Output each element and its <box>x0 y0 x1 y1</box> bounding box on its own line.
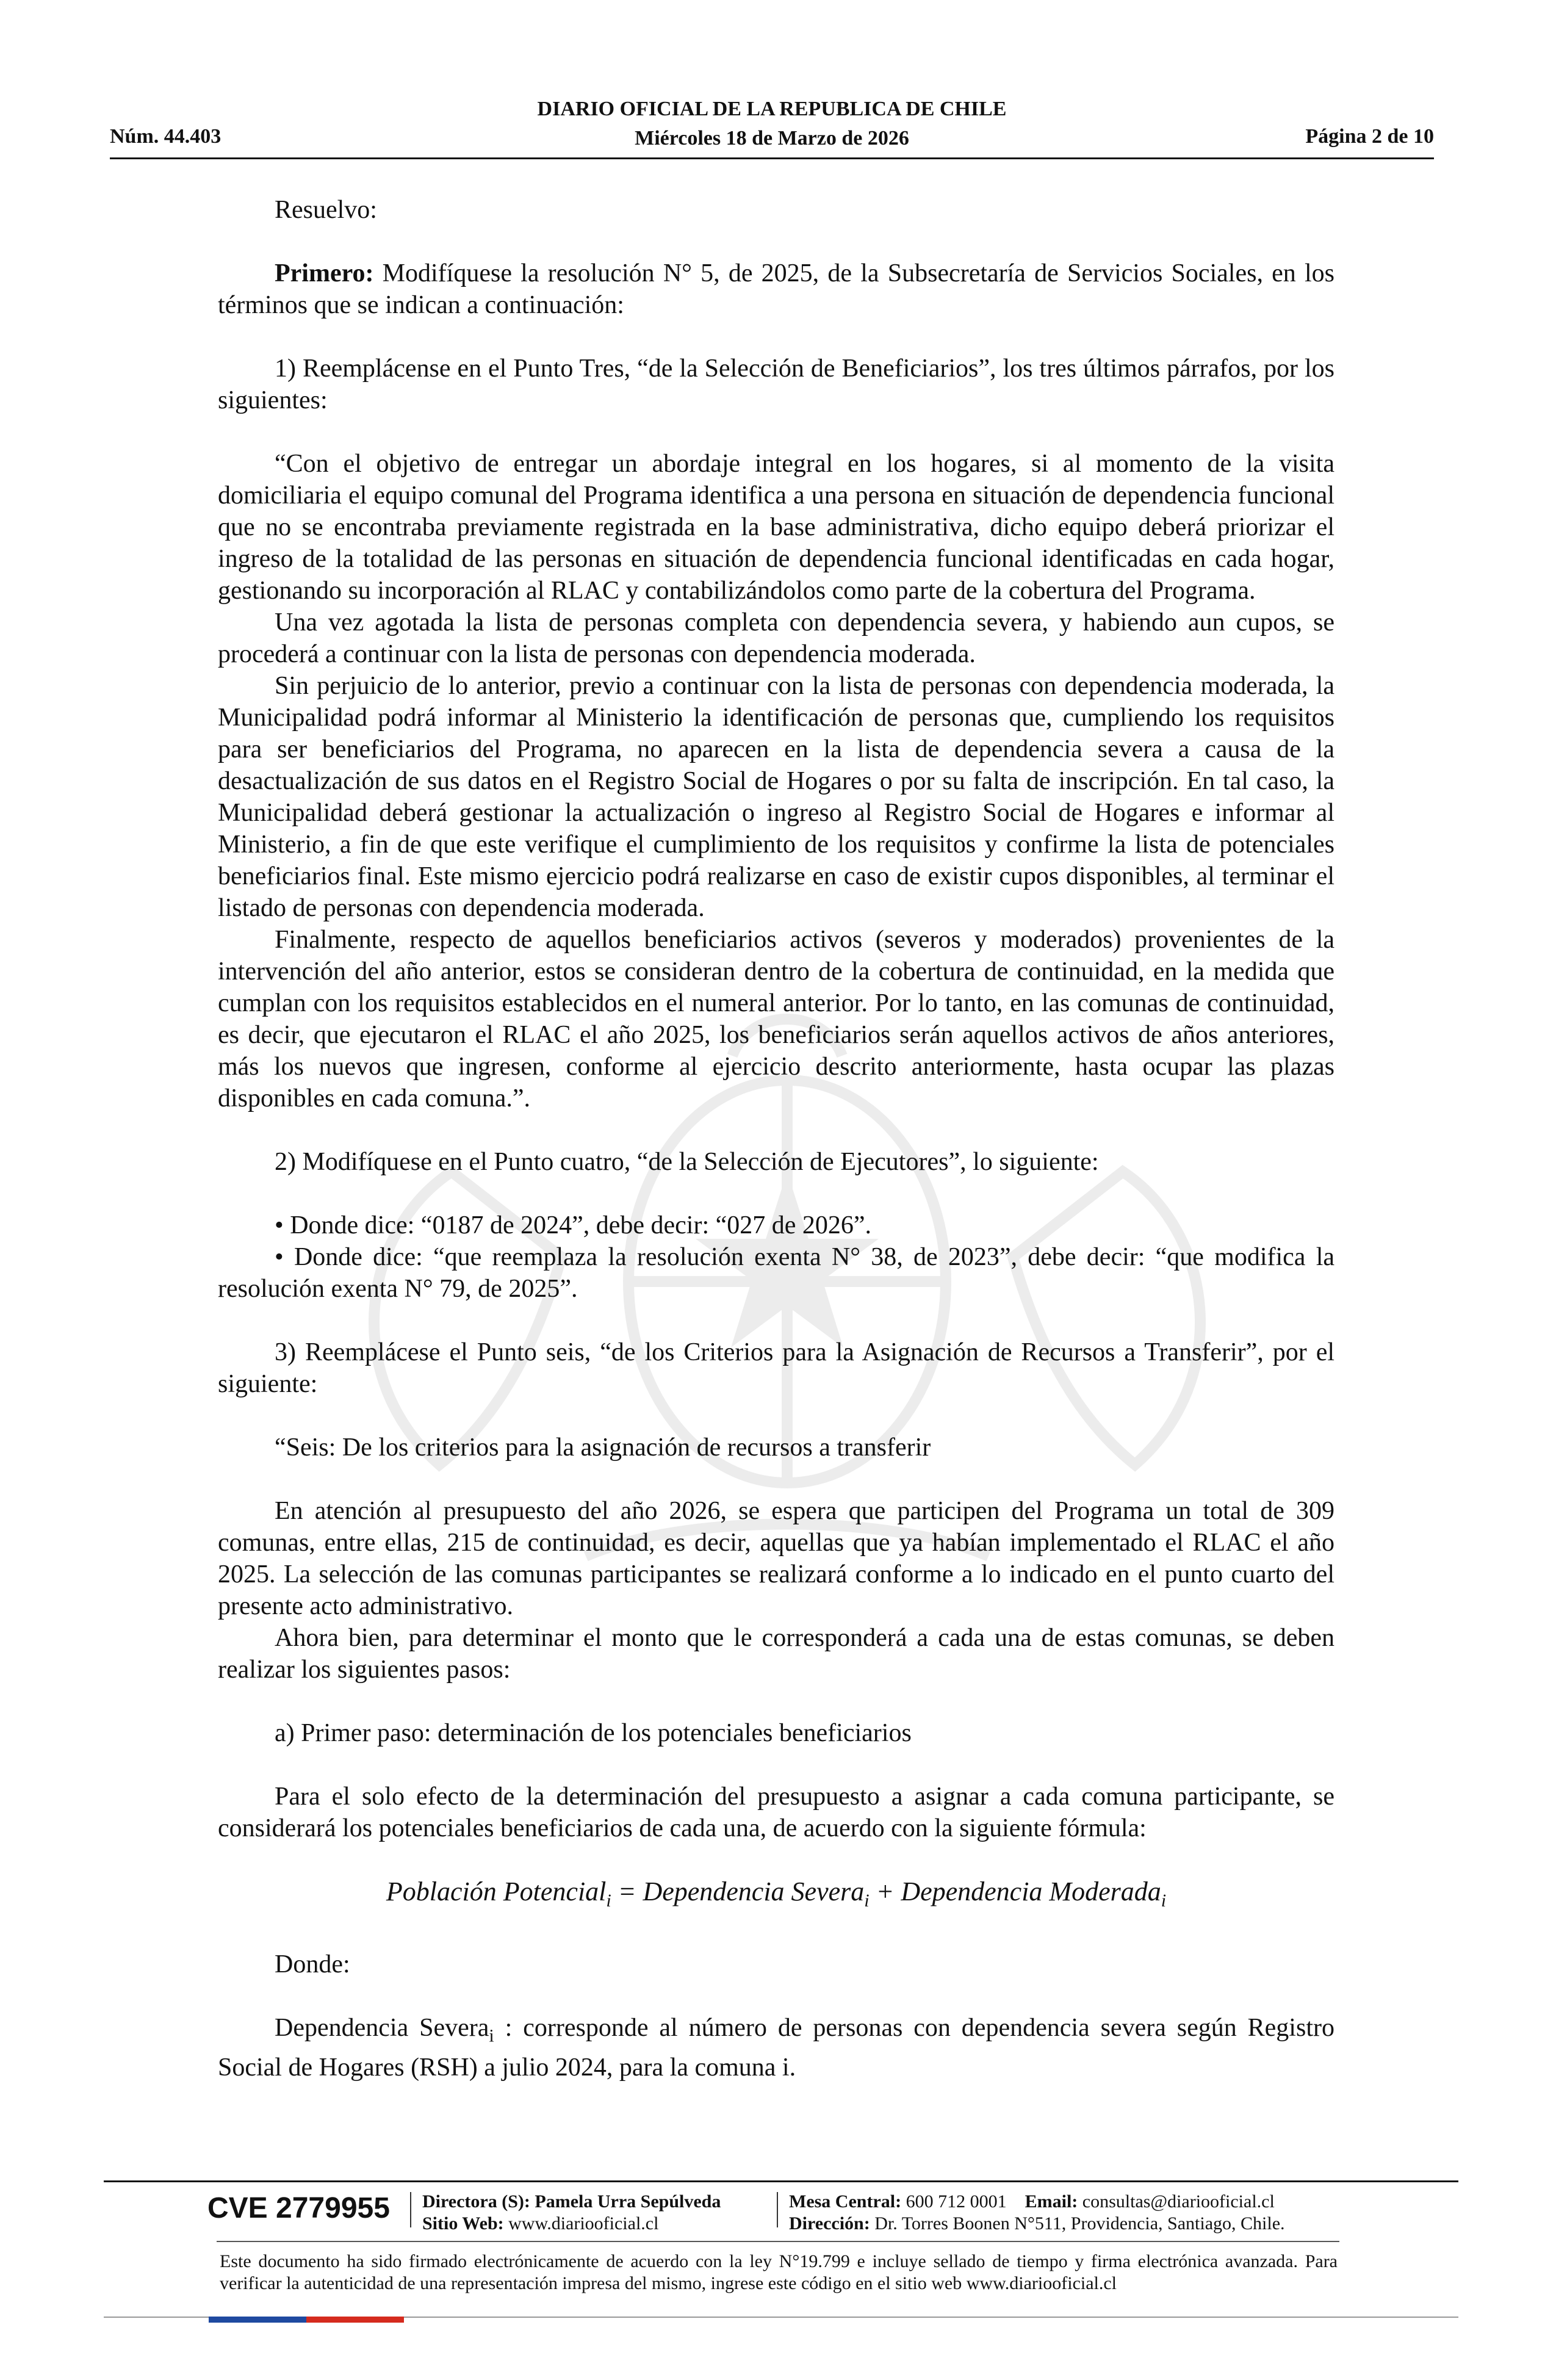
footer-divider-1 <box>410 2192 411 2227</box>
header-divider <box>110 157 1434 159</box>
item-1-paragraph: 1) Reemplácense en el Punto Tres, “de la Selección de Beneficiarios”, los tres últimos párrafos, por los siguientes: <box>218 355 1334 414</box>
document-body <box>218 194 1334 2083</box>
item-3-paragraph: 3) Reemplácese el Punto seis, “de los Criterios para la Asignación de Recursos a Transferir”, por el siguiente: <box>218 1338 1334 1398</box>
legal-notice: Este documento ha sido firmado electrónicamente de acuerdo con la ley N°19.799 e incluye sellado de tiempo y firma electrónica avanzada. Para verificar la autenticidad de una representación impresa del mismo, ingrese este código en el sitio web www.diariooficial.cl <box>220 2251 1338 2293</box>
quote-paragraph-2: Una vez agotada la lista de personas completa con dependencia severa, y habiendo aun cupos, se procederá a continuar con la lista de personas con dependencia moderada. <box>218 608 1334 668</box>
ahora-paragraph: Ahora bien, para determinar el monto que le corresponderá a cada una de estas comunas, se deben realizar los siguientes pasos: <box>218 1624 1334 1684</box>
para-efecto-paragraph: Para el solo efecto de la determinación del presupuesto a asignar a cada comuna participante, se considerará los potenciales beneficiarios de cada una, de acuerdo con la siguiente fórmula: <box>218 1783 1334 1842</box>
direccion-text: Dr. Torres Boonen N°511, Providencia, Santiago, Chile. <box>874 2213 1285 2234</box>
dependencia-severa-term: Dependencia Severa <box>275 2013 489 2042</box>
web-link[interactable]: www.diariooficial.cl <box>508 2213 659 2234</box>
formula-plus: + <box>869 1877 901 1906</box>
formula-term-severe: Dependencia Severa <box>643 1877 865 1906</box>
footer-directory <box>422 2191 721 2235</box>
email-label: Email: <box>1025 2191 1078 2212</box>
primero-paragraph <box>218 258 1334 321</box>
web-label: Sitio Web: <box>422 2213 504 2234</box>
cve-code: CVE 2779955 <box>207 2192 390 2224</box>
resuelvo-heading: Resuelvo: <box>275 196 377 224</box>
formula-equals: = <box>611 1877 643 1906</box>
direccion-label: Dirección: <box>789 2213 870 2234</box>
bullet-2: • Donde dice: “que reemplaza la resolución exenta N° 38, de 2023”, debe decir: “que modifica la resolución exenta N° 79, de 2025”. <box>218 1243 1334 1303</box>
publication-title: DIARIO OFICIAL DE LA REPUBLICA DE CHILE <box>537 98 1007 120</box>
quote-paragraph-1: “Con el objetivo de entregar un abordaje integral en los hogares, si al momento de la visita domiciliaria el equipo comunal del Programa identifica a una persona en situación de dependencia funcional que no se encontraba previamente registrada en la base administrativa, dicho equipo deberá priorizar el ingreso de la totalidad de las personas en situación de dependencia funcional identificadas en cada hogar, gestionando su incorporación al RLAC y contabilizándolos como parte de la cobertura del Programa. <box>218 450 1334 605</box>
paso-a-heading: a) Primer paso: determinación de los potenciales beneficiarios <box>275 1719 912 1747</box>
footer-divider-mid <box>217 2241 1339 2242</box>
formula-sub-2: i <box>864 1890 870 1911</box>
dependencia-severa-sub: i <box>489 2025 494 2046</box>
footer-divider-2 <box>777 2192 778 2227</box>
publication-date: Miércoles 18 de Marzo de 2026 <box>635 127 909 150</box>
dependencia-severa-definition <box>218 2012 1334 2083</box>
page-number: Página 2 de 10 <box>1305 125 1434 148</box>
seis-heading: “Seis: De los criterios para la asignación de recursos a transferir <box>275 1433 931 1462</box>
email-link[interactable]: consultas@diariooficial.cl <box>1082 2191 1275 2212</box>
dependencia-severa-text: : corresponde al número de personas con dependencia severa según Registro Social de Hogares (RSH) a julio 2024, para la comuna i. <box>218 2013 1334 2082</box>
mesa-label: Mesa Central: <box>789 2191 902 2212</box>
issue-number: Núm. 44.403 <box>110 125 222 148</box>
item-2-paragraph: 2) Modifíquese en el Punto cuatro, “de la Selección de Ejecutores”, lo siguiente: <box>275 1148 1099 1176</box>
primero-text: Modifíquese la resolución N° 5, de 2025, de la Subsecretaría de Servicios Sociales, en los términos que se indican a continuación: <box>218 259 1334 319</box>
header-center <box>110 95 1434 153</box>
formula-term-moderate: Dependencia Moderada <box>901 1877 1161 1906</box>
formula-sub-3: i <box>1161 1890 1167 1911</box>
population-formula <box>218 1876 1334 1917</box>
primero-label: Primero: <box>275 259 374 287</box>
quote-paragraph-3: Sin perjuicio de lo anterior, previo a continuar con la lista de personas con dependencia moderada, la Municipalidad podrá informar al Ministerio la identificación de personas que, cumpliendo los requisitos para ser beneficiarios del Programa, no aparecen en la lista de dependencia severa a causa de la desactualización de sus datos en el Registro Social de Hogares o por su falta de inscripción. En tal caso, la Municipalidad deberá gestionar la actualización o ingreso al Registro Social de Hogares e informar al Ministerio, a fin de que este verifique el cumplimiento de los requisitos y confirme la lista de potenciales beneficiarios final. Este mismo ejercicio podrá realizarse en caso de existir cupos disponibles, al terminar el listado de personas con dependencia moderada. <box>218 672 1334 922</box>
donde-label: Donde: <box>275 1950 350 1978</box>
flag-stripe-blue <box>209 2317 306 2323</box>
atencion-paragraph: En atención al presupuesto del año 2026, se espera que participen del Programa un total de 309 comunas, entre ellas, 215 de continuidad, es decir, aquellas que ya habían implementado el RLAC el año 2025. La selección de las comunas participantes se realizará conforme a lo indicado en el punto cuarto del presente acto administrativo. <box>218 1497 1334 1620</box>
director-label: Directora (S): <box>422 2191 530 2212</box>
footer-divider-top <box>104 2180 1458 2182</box>
page-header <box>110 95 1434 162</box>
quote-paragraph-4: Finalmente, respecto de aquellos beneficiarios activos (severos y moderados) provenientes de la intervención del año anterior, estos se consideran dentro de la cobertura de continuidad, en la medida que cumplan con los requisitos establecidos en el numeral anterior. Por lo tanto, en las comunas de continuidad, es decir, que ejecutaron el RLAC el año 2025, los beneficiarios serán aquellos activos de años anteriores, más los nuevos que ingresen, conforme al ejercicio descrito anteriormente, hasta ocupar las plazas disponibles en cada comuna.”. <box>218 926 1334 1112</box>
formula-lhs: Población Potencial <box>386 1877 607 1906</box>
bullet-1: • Donde dice: “0187 de 2024”, debe decir: “027 de 2026”. <box>275 1211 872 1239</box>
footer-contact <box>789 2191 1285 2235</box>
mesa-phone: 600 712 0001 <box>906 2191 1007 2212</box>
director-name: Pamela Urra Sepúlveda <box>535 2191 721 2212</box>
formula-sub-1: i <box>606 1890 611 1911</box>
flag-stripe-red <box>306 2317 404 2323</box>
